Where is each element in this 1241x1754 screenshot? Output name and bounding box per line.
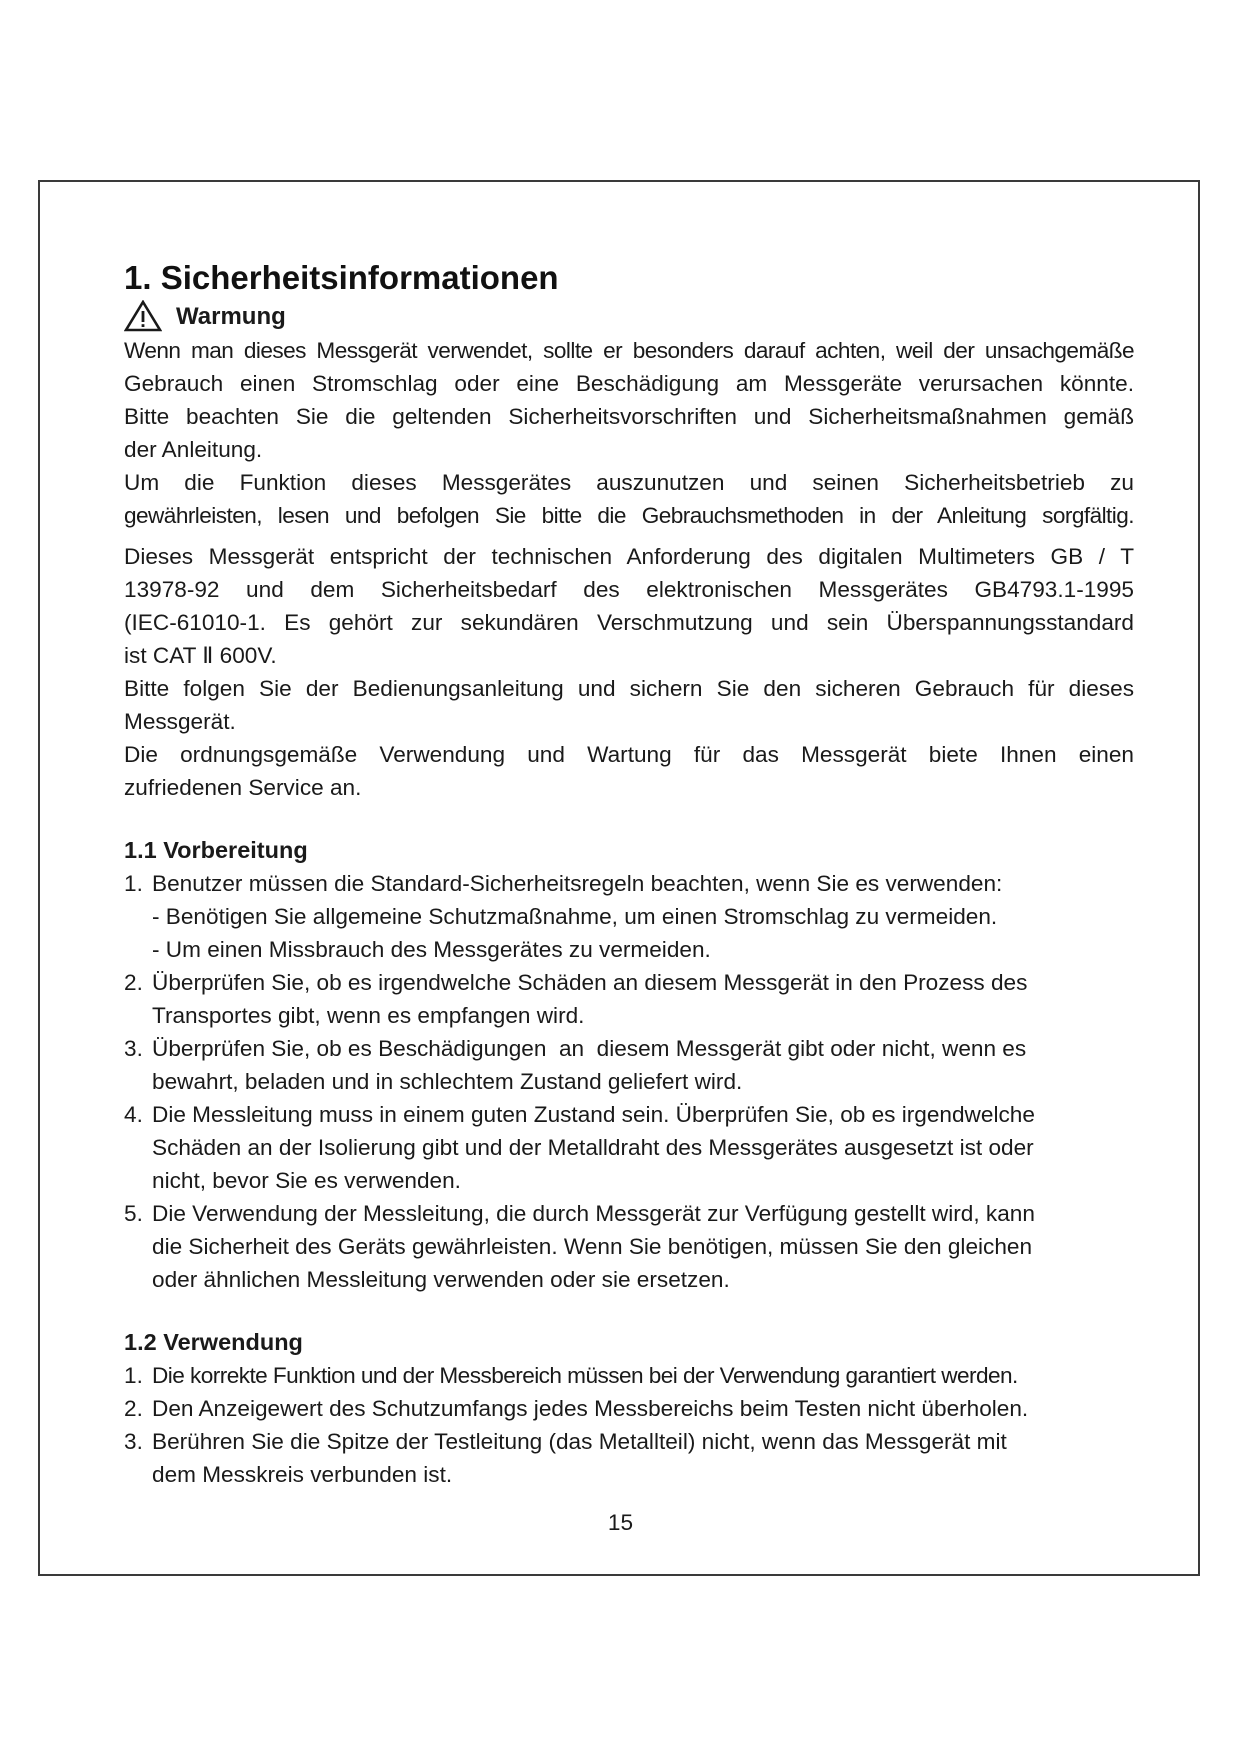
text-line: oder ähnlichen Messleitung verwenden oder sie ersetzen.	[152, 1267, 730, 1292]
intro-paragraph	[124, 334, 1134, 532]
sub-item: - Benötigen Sie allgemeine Schutzmaßnahme, um einen Stromschlag zu vermeiden.	[152, 904, 998, 929]
text-line: der Anleitung.	[124, 437, 263, 462]
text-line: Bitte folgen Sie der Bedienungsanleitung und sichern Sie den sicheren Gebrauch für dieses	[124, 676, 1134, 701]
page-title: 1. Sicherheitsinformationen	[124, 259, 559, 296]
list-number: 1.	[124, 1363, 143, 1388]
list-item	[124, 966, 1134, 1032]
text-line: nicht, bevor Sie es verwenden.	[152, 1168, 461, 1193]
text-line: zufriedenen Service an.	[124, 775, 362, 800]
text-line: Die Verwendung der Messleitung, die durch Messgerät zur Verfügung gestellt wird, kann	[152, 1201, 1035, 1226]
text-line: gewährleisten, lesen und befolgen Sie bitte die Gebrauchsmethoden in der Anleitung sorgfältig.	[124, 503, 1134, 528]
text-line: bewahrt, beladen und in schlechtem Zustand geliefert wird.	[152, 1069, 743, 1094]
warning-triangle-icon	[124, 300, 162, 332]
vorbereitung-list	[124, 867, 1134, 1296]
list-number: 2.	[124, 1396, 143, 1421]
list-item	[124, 1359, 1134, 1392]
text-line: dem Messkreis verbunden ist.	[152, 1462, 453, 1487]
list-number: 1.	[124, 871, 143, 896]
page-content	[124, 258, 1134, 1491]
list-number: 2.	[124, 970, 143, 995]
text-line: Messgerät.	[124, 709, 236, 734]
text-line: Die korrekte Funktion und der Messbereich müssen bei der Verwendung garantiert werden.	[152, 1363, 1018, 1388]
standard-paragraph	[124, 540, 1134, 804]
sub-item: - Um einen Missbrauch des Messgerätes zu vermeiden.	[152, 937, 711, 962]
text-line: Überprüfen Sie, ob es Beschädigungen an diesem Messgerät gibt oder nicht, wenn es	[152, 1036, 1027, 1061]
section-heading-vorbereitung: 1.1 Vorbereitung	[124, 837, 308, 863]
text-line: Transportes gibt, wenn es empfangen wird.	[152, 1003, 585, 1028]
text-line: Berühren Sie die Spitze der Testleitung (das Metallteil) nicht, wenn das Messgerät mit	[152, 1429, 1007, 1454]
text-line: Bitte beachten Sie die geltenden Sicherheitsvorschriften und Sicherheitsmaßnahmen gemäß	[124, 404, 1134, 429]
text-line: 13978-92 und dem Sicherheitsbedarf des elektronischen Messgerätes GB4793.1-1995	[124, 577, 1134, 602]
list-item	[124, 1098, 1134, 1197]
list-number: 5.	[124, 1201, 143, 1226]
warning-header	[124, 298, 1134, 334]
list-item	[124, 867, 1134, 966]
list-number: 3.	[124, 1429, 143, 1454]
list-number: 4.	[124, 1102, 143, 1127]
text-line: Die ordnungsgemäße Verwendung und Wartung für das Messgerät biete Ihnen einen	[124, 742, 1134, 767]
text-line: Benutzer müssen die Standard-Sicherheitsregeln beachten, wenn Sie es verwenden:	[152, 871, 1003, 896]
text-line: die Sicherheit des Geräts gewährleisten. Wenn Sie benötigen, müssen Sie den gleichen	[152, 1234, 1033, 1259]
text-line: ist CAT Ⅱ 600V.	[124, 643, 277, 668]
section-heading-verwendung: 1.2 Verwendung	[124, 1329, 303, 1355]
text-line: Den Anzeigewert des Schutzumfangs jedes Messbereichs beim Testen nicht überholen.	[152, 1396, 1029, 1421]
text-line: (IEC-61010-1. Es gehört zur sekundären Verschmutzung und sein Überspannungsstandard	[124, 610, 1134, 635]
text-line: Dieses Messgerät entspricht der technischen Anforderung des digitalen Multimeters GB / T	[124, 544, 1134, 569]
text-line: Schäden an der Isolierung gibt und der Metalldraht des Messgerätes ausgesetzt ist oder	[152, 1135, 1034, 1160]
page-number: 15	[607, 1510, 634, 1535]
list-item	[124, 1425, 1134, 1491]
verwendung-list	[124, 1359, 1134, 1491]
warning-label: Warmung	[176, 302, 286, 330]
list-item	[124, 1392, 1134, 1425]
text-line: Gebrauch einen Stromschlag oder eine Beschädigung am Messgeräte verursachen könnte.	[124, 371, 1134, 396]
text-line: Wenn man dieses Messgerät verwendet, sollte er besonders darauf achten, weil der unsachgemäße	[124, 338, 1134, 363]
text-line: Die Messleitung muss in einem guten Zustand sein. Überprüfen Sie, ob es irgendwelche	[152, 1102, 1035, 1127]
text-line: Überprüfen Sie, ob es irgendwelche Schäden an diesem Messgerät in den Prozess des	[152, 970, 1028, 995]
text-line: Um die Funktion dieses Messgerätes auszunutzen und seinen Sicherheitsbetrieb zu	[124, 470, 1134, 495]
list-item	[124, 1032, 1134, 1098]
list-number: 3.	[124, 1036, 143, 1061]
list-item	[124, 1197, 1134, 1296]
